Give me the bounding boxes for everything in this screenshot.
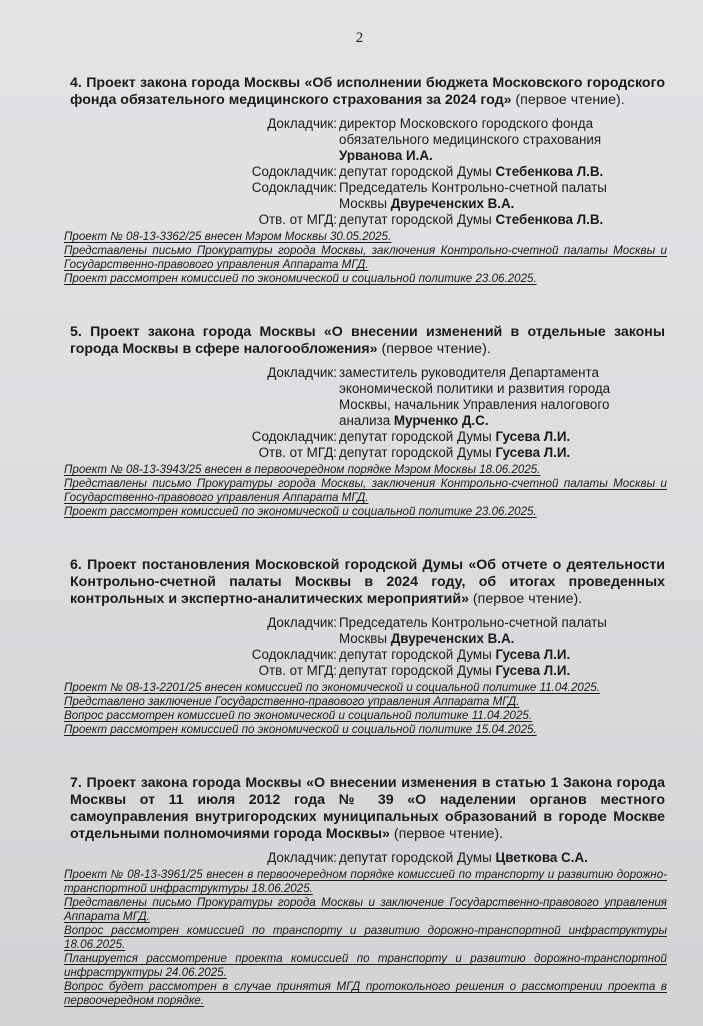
speaker-role-label: Отв. от МГД: <box>258 212 337 227</box>
status-note: Проект рассмотрен комиссией по экономической и социальной политике 15.04.2025. <box>64 723 537 736</box>
speaker-description <box>339 850 629 866</box>
speaker-list <box>64 365 663 461</box>
speaker-row <box>64 850 663 866</box>
speaker-description <box>339 663 629 679</box>
speaker-position: депутат городской Думы <box>339 647 496 662</box>
speaker-name: Гусева Л.И. <box>495 429 571 444</box>
speaker-role-label: Докладчик: <box>267 116 337 131</box>
speaker-name: Мурченко Д.С. <box>393 413 489 428</box>
status-note: Проект № 08-13-3961/25 внесен в первоочередном порядке комиссией по транспорту и развитию дорожно-транспортной инфраструктуры 18.06.2025. <box>64 868 667 895</box>
speaker-name: Урванова И.А. <box>339 148 433 163</box>
speaker-position: депутат городской Думы <box>339 212 496 227</box>
speaker-row <box>64 365 663 429</box>
status-note: Представлены письмо Прокуратуры города Москвы, заключения Контрольно-счетной палаты Москвы и Государственно-правового управления Аппарата МГД. <box>64 244 667 271</box>
speaker-name: Двуреченских В.А. <box>390 196 515 211</box>
speaker-row <box>64 429 663 445</box>
page-number: 2 <box>355 30 364 46</box>
status-notes <box>64 463 667 519</box>
status-notes <box>64 868 667 1008</box>
speaker-row <box>64 647 663 663</box>
speaker-list <box>64 850 663 866</box>
agenda-item-number: 4. <box>70 75 82 91</box>
speaker-description <box>339 429 629 445</box>
agenda-item-title-bold: Проект закона города Москвы «Об исполнении бюджета Московского городского фонда обязательного медицинского страхования за 2024 год» <box>70 75 665 108</box>
agenda-item-title-tail: (первое чтение). <box>511 92 625 108</box>
agenda-item-title-tail: (первое чтение). <box>468 591 583 607</box>
status-note: Планируется рассмотрение проекта комиссией по транспорту и развитию дорожно-транспортной инфраструктуры 24.06.2025. <box>64 952 667 979</box>
speaker-description <box>339 212 629 228</box>
agenda-item <box>64 775 667 1008</box>
agenda-item-title-tail: (первое чтение). <box>377 341 491 357</box>
speaker-role-label: Отв. от МГД: <box>258 445 337 460</box>
speaker-description <box>339 180 629 212</box>
agenda-item-title-bold: Проект закона города Москвы «О внесении изменений в отдельные законы города Москвы в сфере налогообложения» <box>70 324 665 357</box>
speaker-row <box>64 615 663 647</box>
speaker-name: Гусева Л.И. <box>495 445 571 460</box>
agenda-item <box>64 324 667 519</box>
speaker-position: Председатель Контрольно-счетной палаты Москвы <box>339 180 607 211</box>
status-notes <box>64 230 667 286</box>
status-notes <box>64 681 663 737</box>
speaker-position: директор Московского городского фонда обязательного медицинского страхования <box>339 116 602 147</box>
speaker-name: Цветкова С.А. <box>495 850 588 865</box>
agenda-item-title <box>70 557 665 608</box>
speaker-role-label: Содокладчик: <box>251 180 337 195</box>
agenda-item-number: 7. <box>70 775 82 791</box>
speaker-position: депутат городской Думы <box>339 850 496 865</box>
agenda-item-title-bold: Проект закона города Москвы «О внесении изменения в статью 1 Закона города Москвы от 11 июля 2012 года № 39 «О наделении органов местного самоуправления внутригородских муниципальных образований в городе Москве отдельными полномочиями города Москвы» <box>70 775 665 842</box>
speaker-row <box>64 164 663 180</box>
speaker-position: Председатель Контрольно-счетной палаты Москвы <box>339 615 607 646</box>
status-note: Представлено заключение Государственно-правового управления Аппарата МГД. <box>64 695 520 708</box>
speaker-position: депутат городской Думы <box>339 445 496 460</box>
status-note: Проект № 08-13-3362/25 внесен Мэром Москвы 30.05.2025. <box>64 230 392 243</box>
agenda-item-number: 6. <box>70 557 82 573</box>
speaker-row <box>64 116 663 164</box>
speaker-row <box>64 445 663 461</box>
speaker-name: Гусева Л.И. <box>495 647 571 662</box>
agenda-item-title-tail: (первое чтение). <box>389 826 504 842</box>
speaker-name: Двуреченских В.А. <box>390 631 515 646</box>
status-note: Вопрос будет рассмотрен в случае принятия МГД протокольного решения о рассмотрении проекта в первоочередном порядке. <box>64 980 667 1007</box>
status-note: Проект рассмотрен комиссией по экономической и социальной политике 23.06.2025. <box>64 505 537 518</box>
speaker-role-label: Содокладчик: <box>251 164 337 179</box>
speaker-row <box>64 663 663 679</box>
agenda-item-title <box>70 324 665 358</box>
status-note: Представлены письмо Прокуратуры города Москвы, заключения Контрольно-счетной палаты Москвы и Государственно-правового управления Аппарата МГД. <box>64 477 667 504</box>
agenda-item-title <box>70 75 665 109</box>
agenda-item-title <box>70 775 665 843</box>
speaker-description <box>339 445 629 461</box>
status-note: Представлены письмо Прокуратуры города Москвы и заключение Государственно-правового управления Аппарата МГД. <box>64 896 667 923</box>
speaker-name: Гусева Л.И. <box>495 663 571 678</box>
speaker-role-label: Докладчик: <box>267 615 337 630</box>
speaker-role-label: Содокладчик: <box>251 647 337 662</box>
status-note: Вопрос рассмотрен комиссией по экономической и социальной политике 11.04.2025. <box>64 709 533 722</box>
agenda-items <box>64 75 667 1008</box>
agenda-item <box>64 557 663 737</box>
status-note: Проект № 08-13-2201/25 внесен комиссией по экономической и социальной политике 11.04.2025. <box>64 681 600 694</box>
speaker-description <box>339 615 629 647</box>
speaker-description <box>339 365 629 429</box>
status-note: Вопрос рассмотрен комиссией по транспорту и развитию дорожно-транспортной инфраструктуры 18.06.2025. <box>64 924 667 951</box>
agenda-item-title-bold: Проект постановления Московской городской Думы «Об отчете о деятельности Контрольно-счетной палаты Москвы в 2024 году, об итогах проведенных контрольных и экспертно-аналитических мероприятий» <box>70 557 665 607</box>
speaker-name: Стебенкова Л.В. <box>495 164 604 179</box>
speaker-list <box>64 615 663 679</box>
agenda-item <box>64 75 667 286</box>
speaker-description <box>339 116 629 164</box>
speaker-description <box>339 647 629 663</box>
speaker-position: депутат городской Думы <box>339 164 496 179</box>
status-note: Проект рассмотрен комиссией по экономической и социальной политике 23.06.2025. <box>64 272 537 285</box>
speaker-list <box>64 116 663 228</box>
agenda-item-number: 5. <box>70 324 82 340</box>
speaker-position: заместитель руководителя Департамента экономической политики и развития города Москвы, начальник Управления налогового анализа <box>339 365 611 428</box>
speaker-role-label: Содокладчик: <box>251 429 337 444</box>
speaker-position: депутат городской Думы <box>339 429 496 444</box>
speaker-position: депутат городской Думы <box>339 663 496 678</box>
speaker-description <box>339 164 629 180</box>
speaker-row <box>64 212 663 228</box>
speaker-name: Стебенкова Л.В. <box>495 212 604 227</box>
speaker-role-label: Отв. от МГД: <box>258 663 337 678</box>
speaker-role-label: Докладчик: <box>267 850 337 865</box>
speaker-role-label: Докладчик: <box>267 365 337 380</box>
speaker-row <box>64 180 663 212</box>
status-note: Проект № 08-13-3943/25 внесен в первоочередном порядке Мэром Москвы 18.06.2025. <box>64 463 541 476</box>
